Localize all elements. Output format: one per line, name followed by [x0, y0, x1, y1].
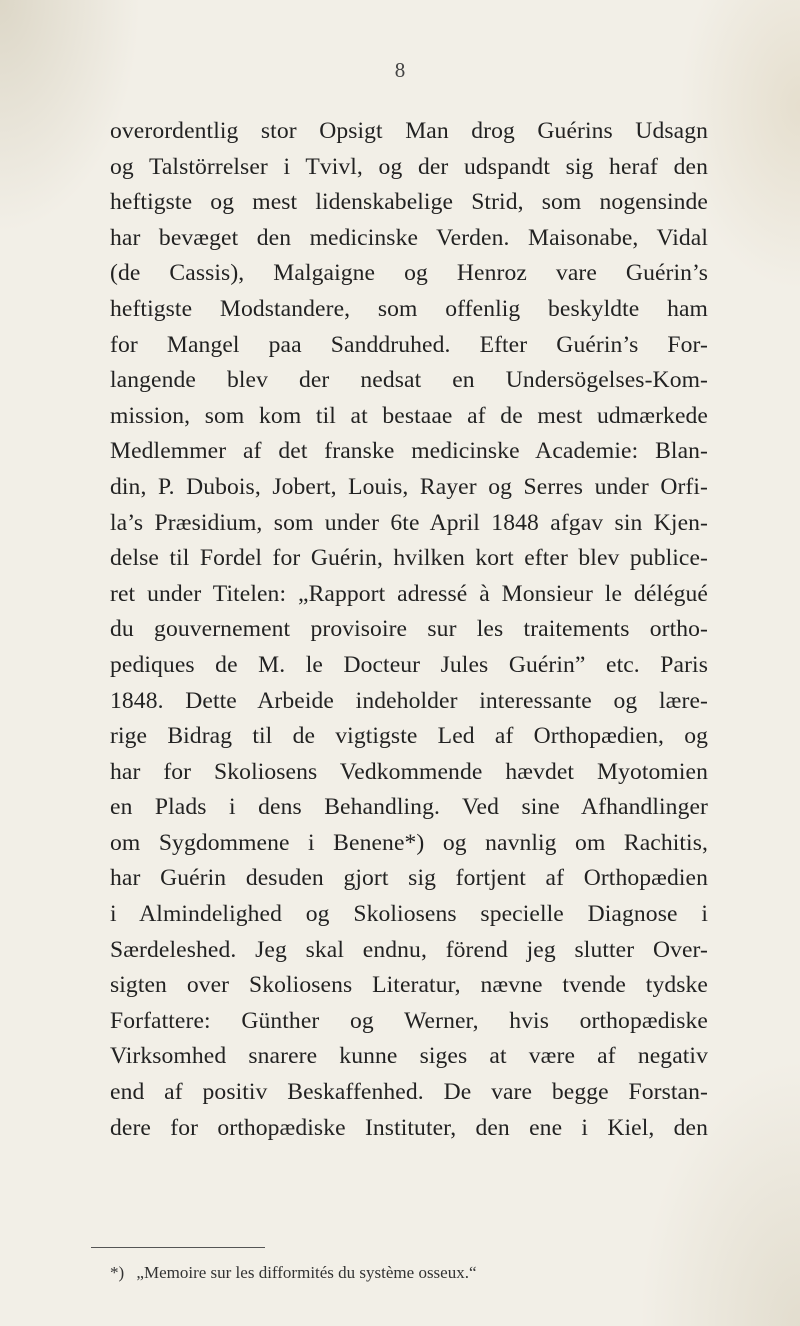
body-text: [110, 114, 708, 1146]
text-line: 1848. Dette Arbeide indeholder interessante og lære-: [110, 687, 708, 714]
text-line: har bevæget den medicinske Verden. Maisonabe, Vidal: [110, 224, 708, 251]
text-line: om Sygdommene i Benene*) og navnlig om Rachitis,: [110, 829, 708, 856]
text-line: (de Cassis), Malgaigne og Henroz vare Guérin’s: [110, 260, 708, 287]
footnote-mark: *): [110, 1263, 125, 1282]
text-line: i Almindelighed og Skoliosens specielle Diagnose i: [110, 901, 708, 928]
footnote: [110, 1262, 670, 1284]
text-line: har for Skoliosens Vedkommende hævdet Myotomien: [110, 758, 708, 785]
text-line: pediques de M. le Docteur Jules Guérin” etc. Paris: [110, 651, 708, 678]
footnote-rule: [91, 1247, 265, 1248]
footnote-text: „Memoire sur les difformités du système osseux.“: [136, 1263, 477, 1282]
text-line: din, P. Dubois, Jobert, Louis, Rayer og Serres under Orfi-: [110, 473, 708, 500]
text-line: overordentlig stor Opsigt Man drog Guérins Udsagn: [110, 118, 708, 144]
text-line: en Plads i dens Behandling. Ved sine Afhandlinger: [110, 794, 708, 821]
text-line: Forfattere: Günther og Werner, hvis orthopædiske: [110, 1007, 708, 1034]
text-line: dere for orthopædiske Instituter, den ene i Kiel, den: [110, 1114, 708, 1141]
text-line: end af positiv Beskaffenhed. De vare begge Forstan-: [110, 1079, 708, 1106]
text-line: rige Bidrag til de vigtigste Led af Orthopædien, og: [110, 723, 708, 750]
text-line: langende blev der nedsat en Undersögelses-Kom-: [110, 367, 708, 394]
text-line: heftigste og mest lidenskabelige Strid, som nogensinde: [110, 189, 708, 216]
text-line: Virksomhed snarere kunne siges at være af negativ: [110, 1043, 708, 1070]
text-line: mission, som kom til at bestaae af de mest udmærkede: [110, 402, 708, 429]
text-line: og Talstörrelser i Tvivl, og der udspandt sig heraf den: [110, 153, 708, 180]
text-line: du gouvernement provisoire sur les traitements ortho-: [110, 616, 708, 643]
text-line: har Guérin desuden gjort sig fortjent af Orthopædien: [110, 865, 708, 892]
text-line: sigten over Skoliosens Literatur, nævne tvende tydske: [110, 972, 708, 999]
text-line: ret under Titelen: „Rapport adressé à Monsieur le délégué: [110, 580, 708, 607]
text-line: heftigste Modstandere, som offenlig beskyldte ham: [110, 295, 708, 322]
text-line: la’s Præsidium, som under 6te April 1848 afgav sin Kjen-: [110, 509, 708, 536]
text-line: Medlemmer af det franske medicinske Academie: Blan-: [110, 438, 708, 465]
text-line: for Mangel paa Sanddruhed. Efter Guérin’s For-: [110, 331, 708, 358]
page-number: 8: [394, 58, 406, 82]
text-line: Særdeleshed. Jeg skal endnu, förend jeg slutter Over-: [110, 936, 708, 963]
text-line: delse til Fordel for Guérin, hvilken kort efter blev publice-: [110, 545, 708, 572]
